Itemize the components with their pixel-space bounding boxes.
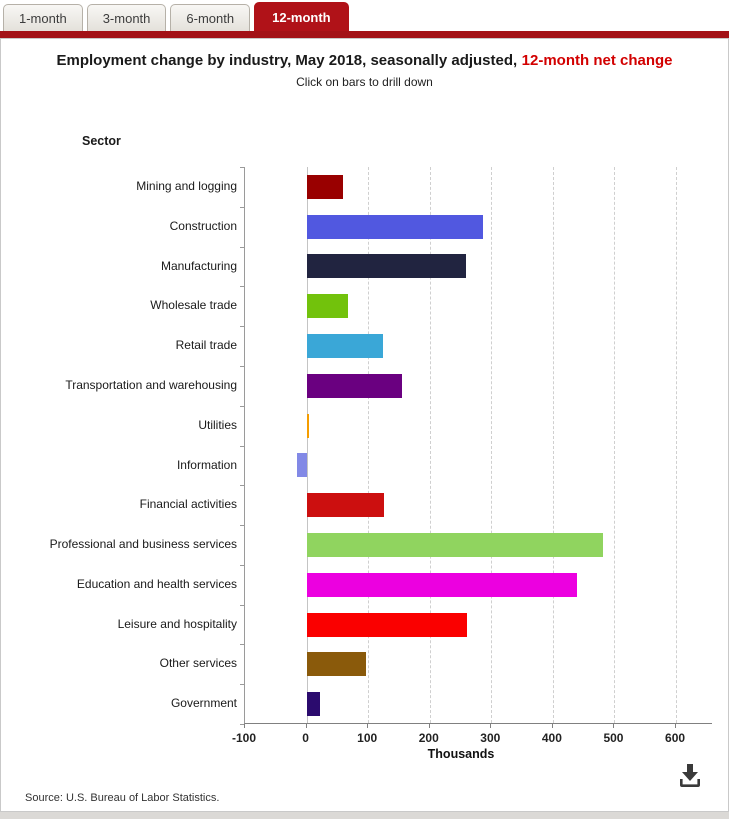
category-label: Transportation and warehousing (65, 377, 237, 392)
x-tick-label: 300 (480, 731, 501, 745)
bar[interactable] (307, 573, 577, 597)
tab-6-month[interactable]: 6-month (170, 4, 250, 31)
chart-title-main: Employment change by industry, May 2018, seasonally adjusted, (56, 52, 518, 69)
bar[interactable] (307, 414, 309, 438)
gridline (614, 167, 615, 723)
x-axis-tick (552, 724, 553, 728)
category-label: Leisure and hospitality (117, 616, 237, 631)
x-axis-tick (490, 724, 491, 728)
category-axis-tick (240, 684, 245, 685)
bar[interactable] (307, 652, 367, 676)
x-tick-label: 600 (665, 731, 686, 745)
category-label: Manufacturing (160, 258, 237, 273)
category-label: Utilities (198, 417, 237, 432)
category-axis-tick (240, 326, 245, 327)
category-axis-tick (240, 207, 245, 208)
category-axis-tick (240, 525, 245, 526)
bar[interactable] (307, 533, 603, 557)
x-axis-tick (306, 724, 307, 728)
x-tick-label: 0 (302, 731, 309, 745)
category-axis-tick (240, 406, 245, 407)
download-icon (675, 762, 705, 790)
tab-12-month[interactable]: 12-month (254, 2, 349, 31)
zero-gridline (307, 167, 308, 723)
x-axis-tick (244, 724, 245, 728)
x-tick-label: 400 (541, 731, 562, 745)
tab-3-month[interactable]: 3-month (87, 4, 167, 31)
category-axis-tick (240, 605, 245, 606)
category-label: Education and health services (76, 576, 237, 591)
bar[interactable] (307, 374, 402, 398)
chart-panel (0, 38, 729, 812)
period-tabbar (3, 2, 349, 31)
category-axis-tick (240, 485, 245, 486)
chart-title-highlight: 12-month net change (521, 52, 673, 69)
x-axis-tick (675, 724, 676, 728)
bar[interactable] (307, 294, 348, 318)
category-axis-tick (240, 167, 245, 168)
category-label: Financial activities (139, 497, 237, 512)
category-label: Mining and logging (136, 179, 237, 193)
bar[interactable] (307, 334, 383, 358)
chart-subtitle: Click on bars to drill down (296, 75, 433, 89)
category-axis-title: Sector (82, 134, 121, 148)
category-label: Professional and business services (49, 537, 237, 552)
bar[interactable] (297, 453, 306, 477)
category-label: Wholesale trade (150, 298, 237, 313)
category-label: Retail trade (175, 338, 237, 353)
category-axis-tick (240, 446, 245, 447)
x-tick-label: -100 (231, 731, 257, 745)
bar[interactable] (307, 254, 466, 278)
x-tick-label: 500 (603, 731, 624, 745)
bar[interactable] (307, 613, 468, 637)
x-tick-label: 100 (357, 731, 378, 745)
bar[interactable] (307, 692, 321, 716)
tab-1-month[interactable]: 1-month (3, 4, 83, 31)
category-axis-tick (240, 565, 245, 566)
chart-header (1, 52, 728, 89)
gridline (491, 167, 492, 723)
page-bottom-strip (0, 812, 729, 819)
category-label: Other services (159, 656, 237, 671)
category-label: Information (176, 457, 237, 472)
bar[interactable] (307, 493, 384, 517)
category-axis-tick (240, 366, 245, 367)
category-label: Government (170, 696, 237, 711)
x-axis-tick (613, 724, 614, 728)
bar[interactable] (307, 215, 483, 239)
category-axis-tick (240, 286, 245, 287)
category-label: Construction (169, 218, 237, 233)
x-axis-title: Thousands (427, 747, 495, 761)
gridline (676, 167, 677, 723)
tab-accent-bar (0, 31, 729, 38)
chart-title (1, 52, 728, 70)
plot-area (244, 167, 712, 724)
gridline (430, 167, 431, 723)
x-axis-tick (429, 724, 430, 728)
category-axis-tick (240, 644, 245, 645)
category-axis-tick (240, 247, 245, 248)
x-axis-tick (367, 724, 368, 728)
gridline (553, 167, 554, 723)
download-button[interactable] (673, 759, 707, 793)
bar[interactable] (307, 175, 343, 199)
source-note: Source: U.S. Bureau of Labor Statistics. (25, 792, 220, 804)
x-tick-label: 200 (418, 731, 439, 745)
gridline (368, 167, 369, 723)
